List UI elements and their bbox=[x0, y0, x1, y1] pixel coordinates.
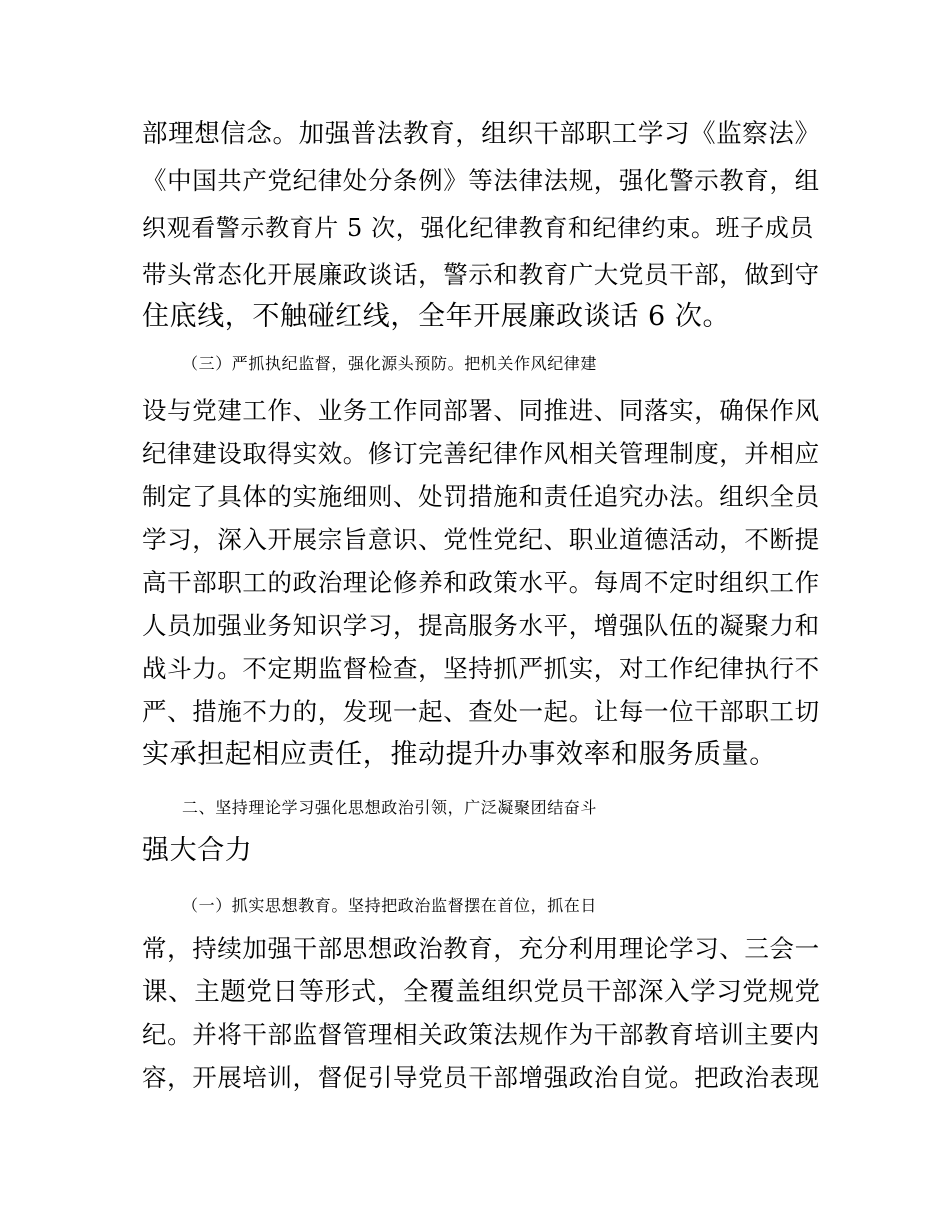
paragraph-line: 纪。并将干部监督管理相关政策法规作为干部教育培训主要内 bbox=[142, 1020, 820, 1049]
section-heading-1: （一）抓实思想教育。坚持把政治监督摆在首位，抓在日 bbox=[182, 896, 598, 915]
paragraph-line: 设与党建工作、业务工作同部署、同推进、同落实，确保作风 bbox=[142, 396, 820, 425]
paragraph-line: 学习，深入开展宗旨意识、党性党纪、职业道德活动，不断提 bbox=[142, 525, 820, 554]
paragraph-line: 部理想信念。加强普法教育，组织干部职工学习《监察法》 bbox=[142, 119, 821, 149]
section-heading-3: （三）严抓执纪监督，强化源头预防。把机关作风纪律建 bbox=[182, 354, 598, 373]
paragraph-line: 织观看警示教育片 5 次，强化纪律教育和纪律约束。班子成员 bbox=[142, 214, 814, 242]
paragraph-line: 容，开展培训，督促引导党员干部增强政治自觉。把政治表现 bbox=[142, 1063, 820, 1092]
paragraph-line: 实承担起相应责任，推动提升办事效率和服务质量。 bbox=[142, 739, 777, 770]
paragraph-line: 战斗力。不定期监督检查，坚持抓严抓实，对工作纪律执行不 bbox=[142, 654, 820, 683]
section-heading-2: 二、坚持理论学习强化思想政治引领，广泛凝聚团结奋斗 bbox=[182, 798, 598, 817]
paragraph-line: 高干部职工的政治理论修养和政策水平。每周不定时组织工作 bbox=[142, 568, 820, 597]
paragraph-line: 课、主题党日等形式，全覆盖组织党员干部深入学习党规党 bbox=[142, 977, 821, 1007]
paragraph-line: 《中国共产党纪律处分条例》等法律法规，强化警示教育，组 bbox=[142, 166, 820, 195]
paragraph-line: 制定了具体的实施细则、处罚措施和责任追究办法。组织全员 bbox=[142, 482, 820, 511]
paragraph-line: 严、措施不力的，发现一起、查处一起。让每一位干部职工切 bbox=[142, 697, 820, 726]
paragraph-line: 住底线，不触碰红线，全年开展廉政谈话 6 次。 bbox=[142, 301, 731, 332]
paragraph-line: 带头常态化开展廉政谈话，警示和教育广大党员干部，做到守 bbox=[142, 260, 820, 289]
section-heading-2-continued: 强大合力 bbox=[142, 835, 253, 866]
paragraph-line: 常，持续加强干部思想政治教育，充分利用理论学习、三会一 bbox=[142, 934, 820, 963]
paragraph-line: 人员加强业务知识学习，提高服务水平，增强队伍的凝聚力和 bbox=[142, 611, 820, 640]
paragraph-line: 纪律建设取得实效。修订完善纪律作风相关管理制度，并相应 bbox=[142, 439, 820, 468]
